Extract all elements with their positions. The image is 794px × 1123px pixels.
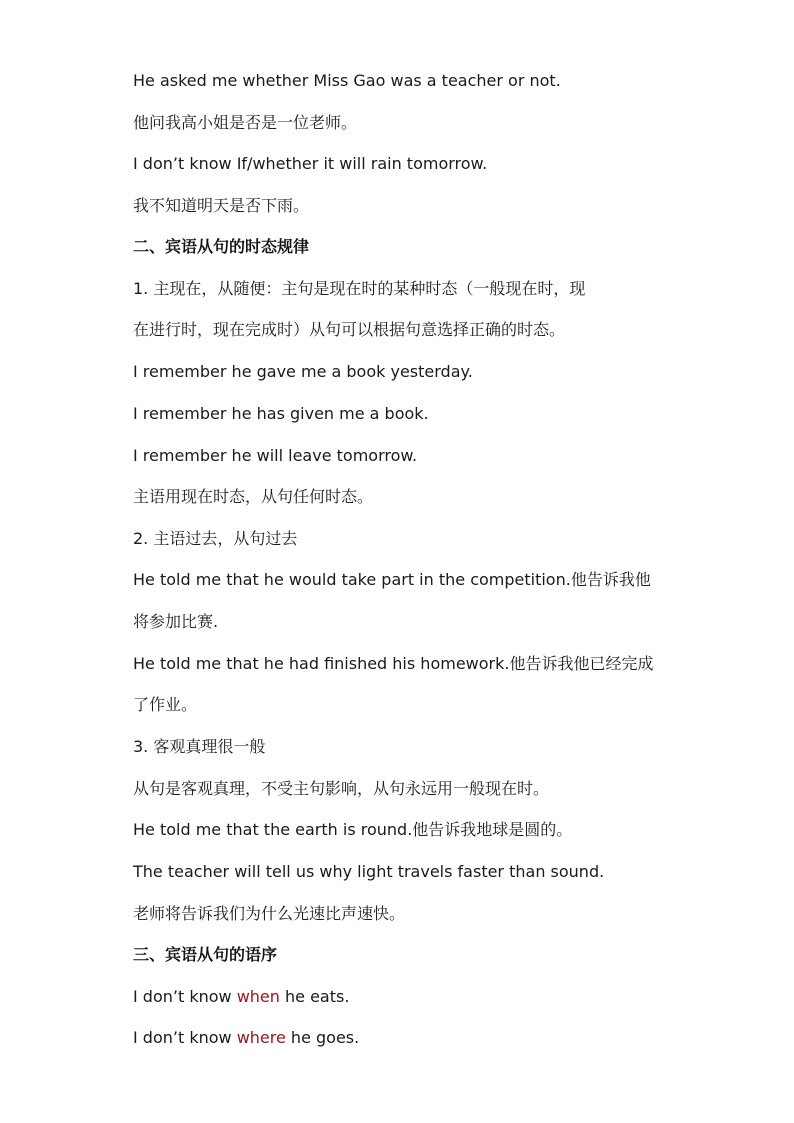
rule-text: 1. 主现在，从随便：主句是现在时的某种时态（一般现在时，现: [133, 279, 586, 298]
sentence-chinese: 老师将告诉我们为什么光速比声速快。: [133, 904, 406, 923]
sentence-english: I remember he has given me a book.: [133, 404, 429, 423]
rule-subheading: 2. 主语过去，从句过去: [133, 529, 298, 548]
sentence-english: I remember he will leave tomorrow.: [133, 446, 418, 465]
sentence-english: I remember he gave me a book yesterday.: [133, 362, 473, 381]
sentence-chinese: 将参加比赛.: [133, 612, 219, 631]
sentence-chinese: 他问我高小姐是否是一位老师。: [133, 113, 358, 132]
example-suffix: he eats.: [279, 987, 350, 1006]
rule-text: 主语用现在时态，从句任何时态。: [133, 487, 374, 506]
section-heading-word-order: 三、宾语从句的语序: [133, 945, 278, 964]
rule-text: 在进行时，现在完成时）从句可以根据句意选择正确的时态。: [133, 320, 566, 339]
example-prefix: I don’t know: [133, 1028, 237, 1047]
sentence-english: He told me that he would take part in the competition.他告诉我他: [133, 570, 651, 589]
sentence-english: I don’t know If/whether it will rain tomorrow.: [133, 154, 488, 173]
highlight-word: when: [236, 987, 280, 1006]
sentence-english: He told me that the earth is round.他告诉我地球是圆的。: [133, 820, 573, 839]
sentence-chinese: 了作业。: [133, 695, 198, 714]
rule-subheading: 3. 客观真理很一般: [133, 737, 266, 756]
sentence-chinese: 我不知道明天是否下雨。: [133, 196, 310, 215]
example-sentence-when: [133, 986, 673, 1008]
example-suffix: he goes.: [285, 1028, 360, 1047]
sentence-english: He asked me whether Miss Gao was a teacher or not.: [133, 71, 561, 90]
section-heading-tense: 二、宾语从句的时态规律: [133, 237, 310, 256]
example-sentence-where: [133, 1027, 673, 1049]
highlight-word: where: [236, 1028, 286, 1047]
sentence-english: He told me that he had finished his homework.他告诉我他已经完成: [133, 654, 654, 673]
example-prefix: I don’t know: [133, 987, 237, 1006]
rule-text: 从句是客观真理，不受主句影响，从句永远用一般现在时。: [133, 779, 550, 798]
sentence-english: The teacher will tell us why light travels faster than sound.: [133, 862, 605, 881]
